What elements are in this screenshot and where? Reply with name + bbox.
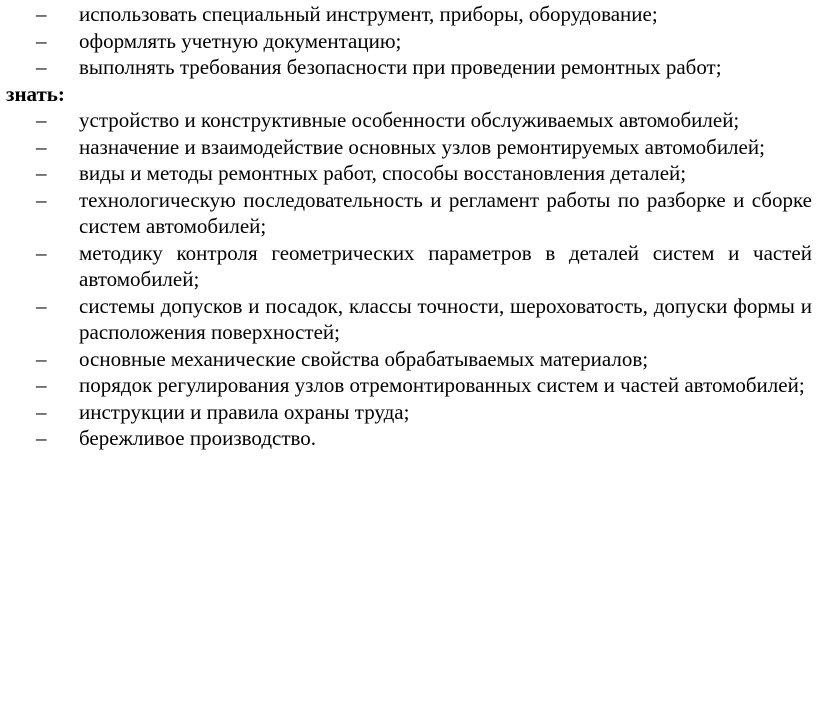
section-heading-know: знать: — [6, 81, 65, 106]
dash-bullet: – — [36, 108, 47, 132]
skills-list — [0, 1, 812, 81]
dash-bullet: – — [36, 55, 47, 79]
list-item — [0, 134, 812, 161]
list-item — [0, 346, 812, 373]
list-item-text: порядок регулирования узлов отремонтированных систем и частей автомобилей; — [79, 373, 805, 397]
dash-bullet: – — [36, 426, 47, 450]
dash-bullet: – — [36, 134, 47, 159]
list-item-text: устройство и конструктивные особенности обслуживаемых автомобилей; — [79, 108, 740, 132]
dash-bullet: – — [36, 399, 47, 424]
dash-bullet: – — [36, 2, 47, 26]
dash-bullet: – — [36, 240, 47, 265]
list-item-text: использовать специальный инструмент, приборы, оборудование; — [79, 2, 658, 26]
list-item — [0, 425, 812, 452]
list-item — [0, 160, 812, 187]
list-item — [0, 187, 812, 240]
list-item — [0, 1, 812, 28]
list-item-text: инструкции и правила охраны труда; — [79, 399, 410, 424]
list-item — [0, 240, 812, 293]
list-item — [0, 28, 812, 55]
dash-bullet: – — [36, 373, 47, 397]
list-item-text: методику контроля геометрических параметров в деталей систем и частей автомобилей; — [79, 240, 812, 291]
dash-bullet: – — [36, 187, 47, 212]
dash-bullet: – — [36, 28, 47, 53]
dash-bullet: – — [36, 161, 47, 185]
list-item — [0, 372, 812, 399]
list-item-text: основные механические свойства обрабатываемых материалов; — [79, 346, 649, 371]
list-item-text: бережливое производство. — [79, 426, 317, 450]
list-item-text: назначение и взаимодействие основных узлов ремонтируемых автомобилей; — [79, 134, 765, 159]
list-item — [0, 399, 812, 426]
list-item-text: выполнять требования безопасности при проведении ремонтных работ; — [79, 55, 722, 79]
knowledge-list — [0, 107, 812, 452]
list-item — [0, 54, 812, 81]
dash-bullet: – — [36, 346, 47, 371]
list-item — [0, 107, 812, 134]
list-item — [0, 293, 812, 346]
dash-bullet: – — [36, 293, 47, 318]
list-item-text: системы допусков и посадок, классы точности, шероховатость, допуски формы и расположения поверхностей; — [79, 293, 812, 344]
list-item-text: оформлять учетную документацию; — [79, 28, 402, 53]
list-item-text: технологическую последовательность и регламент работы по разборке и сборке систем автомобилей; — [79, 187, 812, 238]
list-item-text: виды и методы ремонтных работ, способы восстановления деталей; — [79, 161, 687, 185]
